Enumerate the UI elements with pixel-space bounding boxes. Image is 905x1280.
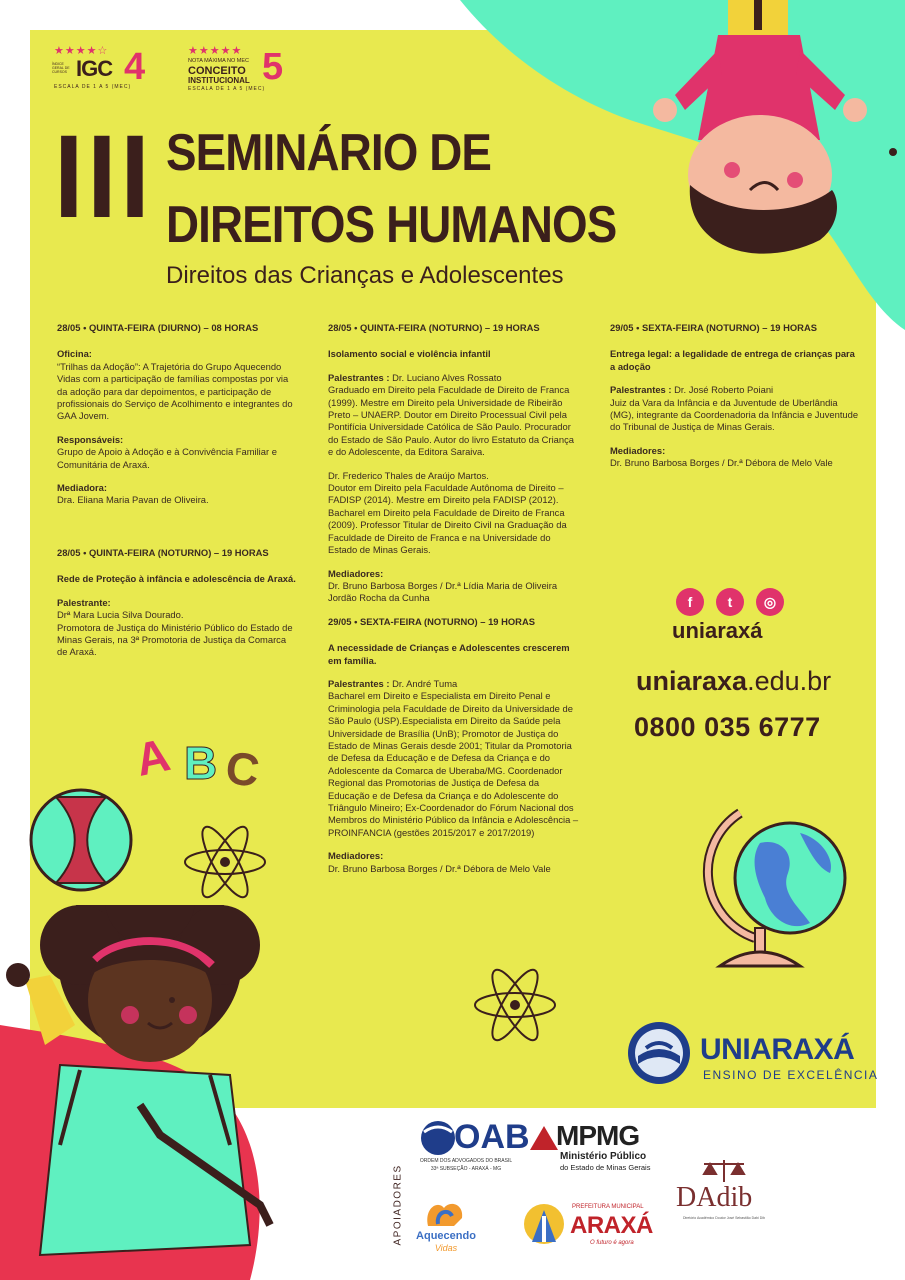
- letter-c: C: [222, 740, 263, 798]
- letter-a: A: [130, 728, 175, 786]
- aquecendo-line-2: Vidas: [434, 1243, 458, 1253]
- ci-badge: [186, 44, 306, 100]
- girl-illustration: [0, 905, 300, 1280]
- title-numeral: III: [54, 111, 154, 243]
- session-date: 28/05 • QUINTA-FEIRA (DIURNO) – 08 HORAS: [57, 322, 259, 333]
- mpmg-logo: [530, 1122, 660, 1174]
- mpmg-triangle-icon: [530, 1126, 558, 1150]
- igc-label: IGC: [76, 56, 113, 81]
- hands-icon: [424, 1198, 468, 1228]
- mediators-text: Dr. Bruno Barbosa Borges / Dr.ª Lídia Maria de Oliveira Jordão Rocha da Cunha: [328, 579, 558, 604]
- globe-illustration: [700, 798, 850, 973]
- schedule-column-2: [328, 322, 580, 886]
- ci-stars: ★★★★★: [188, 45, 243, 57]
- oab-logo: [416, 1118, 530, 1182]
- ci-value: 5: [262, 46, 284, 88]
- instagram-icon[interactable]: ◎: [756, 588, 784, 616]
- mpmg-line-2: do Estado de Minas Gerais: [560, 1163, 651, 1172]
- ci-top-label: NOTA MÁXIMA NO MEC: [188, 58, 250, 64]
- phone-number[interactable]: 0800 035 6777: [634, 712, 821, 742]
- aquecendo-vidas-logo: [408, 1198, 484, 1258]
- facebook-icon[interactable]: f: [676, 588, 704, 616]
- ci-scale: ESCALA DE 1 A 5 (MEC): [188, 86, 266, 92]
- mediators-label: Mediadores:: [328, 567, 384, 579]
- aquecendo-line-1: Aquecendo: [416, 1230, 476, 1242]
- mediator-text: Dra. Eliana Maria Pavan de Oliveira.: [57, 494, 209, 506]
- website-suffix: .edu.br: [747, 666, 832, 696]
- oab-line-1: ORDEM DOS ADVOGADOS DO BRASIL: [419, 1158, 513, 1164]
- session-description: “Trilhas da Adoção”: A Trajetória do Grupo Aquecendo Vidas com a participação de famílias compostas por via da adoção para dar depoimentos, e participação de profissionais do Serviço de Acolhimento e integrantes do GAA Jovem.: [57, 360, 293, 422]
- speaker-description: Graduado em Direito pela Faculdade de Direito de Franca (1999). Mestre em Direito pela Universidade de Ribeirão Preto – UNAERP. Doutor em Direito Processual Civil pela Pontifícia Universidade Católica de São Paulo. Procurador do Estado de São Paulo. Autor do livro Estatuto da Criança e do Adolescente, da Editora Saraiva.: [328, 384, 574, 458]
- ci-label-2: INSTITUCIONAL: [188, 76, 250, 85]
- atom-illustration: [180, 822, 270, 902]
- speaker-label: Palestrantes :: [328, 371, 390, 383]
- speaker-name: Dr. André Tuma: [392, 677, 458, 689]
- session-date: 28/05 • QUINTA-FEIRA (NOTURNO) – 19 HORAS: [328, 322, 540, 333]
- session-title: Entrega legal: a legalidade de entrega de crianças para a adoção: [610, 348, 855, 372]
- speaker-name: Dr. Luciano Alves Rossato: [392, 371, 502, 383]
- session-title: A necessidade de Crianças e Adolescentes crescerem em família.: [328, 642, 570, 666]
- mediators-text: Dr. Bruno Barbosa Borges / Dr.ª Débora de Melo Vale: [328, 862, 551, 874]
- mediators-label: Mediadores:: [328, 850, 384, 862]
- speaker-label: Palestrantes :: [328, 677, 390, 689]
- igc-stars: ★★★★☆: [54, 45, 109, 57]
- speaker-name: Dr. José Roberto Poiani: [674, 384, 774, 396]
- mediators-text: Dr. Bruno Barbosa Borges / Dr.ª Débora de Melo Vale: [610, 457, 833, 469]
- session-type: Oficina:: [57, 348, 92, 360]
- speaker-label: Palestrante:: [57, 596, 111, 608]
- scales-icon: [700, 1158, 748, 1182]
- title-line-1: SEMINÁRIO DE: [166, 124, 492, 182]
- uniaraxa-logo-icon: [626, 1020, 692, 1086]
- oab-name: OAB: [454, 1118, 530, 1156]
- mpmg-name: MPMG: [556, 1120, 640, 1151]
- letter-b: B: [184, 737, 218, 789]
- website-domain: uniaraxa: [636, 666, 748, 696]
- schedule-column-3: [610, 322, 860, 481]
- session-date: 29/05 • SEXTA-FEIRA (NOTURNO) – 19 HORAS: [610, 322, 817, 333]
- title-line-2: DIREITOS HUMANOS: [166, 196, 617, 254]
- city-emblem-icon: [522, 1202, 566, 1250]
- dadib-sub: Diretório Acadêmico Doutor José Sebastião Dabi Dib: [682, 1216, 766, 1220]
- twitter-icon[interactable]: t: [716, 588, 744, 616]
- session-title: Isolamento social e violência infantil: [328, 348, 491, 360]
- igc-scale: ESCALA DE 1 A 5 (MEC): [54, 84, 132, 90]
- speaker-name: Dr. Frederico Thales de Araújo Martos.: [328, 469, 489, 481]
- igc-value: 4: [124, 46, 146, 88]
- session-date: 28/05 • QUINTA-FEIRA (NOTURNO) – 19 HORAS: [57, 546, 269, 558]
- ci-label-1: CONCEITO: [188, 65, 246, 77]
- mediators-label: Mediadores:: [610, 444, 666, 456]
- atom-illustration: [470, 965, 560, 1045]
- igc-side-label: ÍNDICE GERAL DE CURSOS: [52, 62, 70, 74]
- ball-illustration: [26, 785, 136, 895]
- brand-name: UNIARAXÁ: [700, 1033, 855, 1066]
- responsible-text: Grupo de Apoio à Adoção e à Convivência Familiar e Comunitária de Araxá.: [57, 446, 277, 470]
- supporters-label: APOIADORES: [392, 1164, 404, 1246]
- dadib-name: DAdib: [676, 1182, 753, 1213]
- araxa-top: PREFEITURA MUNICIPAL: [572, 1204, 644, 1210]
- speaker-label: Palestrantes :: [610, 384, 672, 396]
- speaker-description: Promotora de Justiça do Ministério Público do Estado de Minas Gerais, na 3ª Promotoria de Justiça da Comarca de Araxá.: [57, 621, 293, 658]
- session-title: Rede de Proteção à infância e adolescência de Araxá.: [57, 573, 296, 585]
- session-date: 29/05 • SEXTA-FEIRA (NOTURNO) – 19 HORAS: [328, 615, 535, 627]
- mpmg-line-1: Ministério Público: [560, 1151, 647, 1162]
- araxa-name: ARAXÁ: [570, 1212, 653, 1239]
- social-handle[interactable]: uniaraxá: [672, 618, 763, 643]
- brand-tagline: ENSINO DE EXCELÊNCIA: [703, 1068, 879, 1082]
- title-subtitle: Direitos das Crianças e Adolescentes: [166, 262, 564, 289]
- website-link[interactable]: [636, 666, 831, 697]
- schedule-column-1: [57, 322, 297, 670]
- dadib-logo: [674, 1158, 774, 1228]
- speaker-description: Bacharel em Direito e Especialista em Direito Penal e Criminologia pela Faculdade de Direito da Universidade de São Paulo (USP).Especialista em Direito da Saúde pela Universidade de Brasília (UnB); Promotor de Justiça do Estado de Minas Gerais desde 2001; Titular da Promotoria de Defesa da Educação e de Defesa da Criança e do Adolescente da Comarca de Uberaba/MG. Coordenador Regional das Promotorias de Justiça de Defesa da Educação e de Defesa da Criança e do Adolescente do Triângulo Mineiro; Ex-Coordenador do Fórum Nacional dos Membros do Ministério Público da Infância e Adolescência – PROINFANCIA (gestões 2015/2017 e 2017/2019): [328, 690, 579, 838]
- mediator-label: Mediadora:: [57, 482, 108, 494]
- igc-badge: [52, 44, 172, 100]
- speaker-name: Drª Mara Lucia Silva Dourado.: [57, 609, 184, 621]
- araxa-city-logo: [522, 1200, 654, 1254]
- responsible-label: Responsáveis:: [57, 433, 124, 445]
- araxa-tag: O futuro é agora: [590, 1240, 634, 1246]
- speaker-description: Juiz da Vara da Infância e da Juventude de Uberlândia (MG), integrante da Coordenadoria da Infância e Juventude do Tribunal de Justiça de Minas Gerais.: [610, 396, 859, 433]
- oab-line-2: 33ª SUBSEÇÃO - ARAXÁ - MG: [430, 1166, 502, 1172]
- speaker-description: Doutor em Direito pela Faculdade Autônoma de Direito – FADISP (2014). Mestre em Direito pela FADISP (2012). Bacharel em Direito pela Faculdade de Direito de Franca (2009). Professor Titular de Direito Civil na Graduação da Faculdade de Direito de Franca e na Universidade do Estado de Minas Gerais.: [328, 482, 567, 556]
